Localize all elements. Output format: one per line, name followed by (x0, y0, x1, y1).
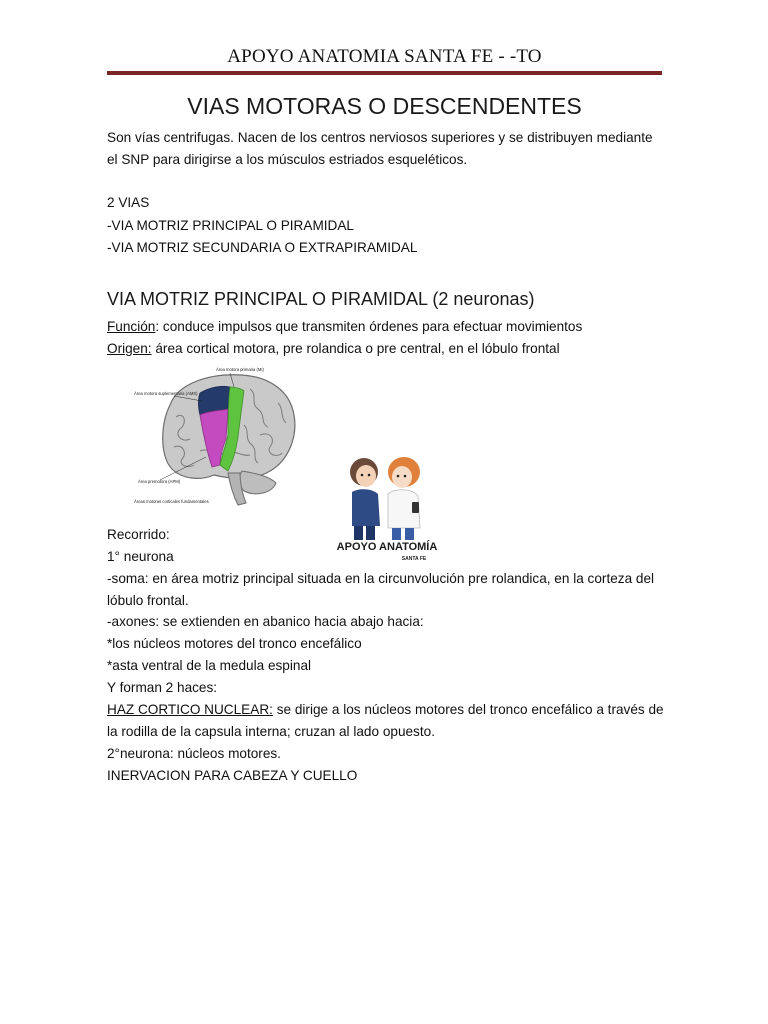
via-item-1: -VIA MOTRIZ PRINCIPAL O PIRAMIDAL (107, 218, 354, 233)
origen-text: área cortical motora, pre rolandica o pre central, en el lóbulo frontal (151, 341, 560, 356)
page-header: APOYO ANATOMIA SANTA FE - -TO (227, 46, 542, 67)
intro-line-1: Son vías centrifugas. Nacen de los centros nerviosos superiores y se distribuyen mediante (107, 130, 653, 145)
section-title (107, 289, 534, 310)
header-divider (107, 71, 662, 75)
document-title: VIAS MOTORAS O DESCENDENTES (187, 93, 582, 119)
haces-line: Y forman 2 haces: (107, 680, 218, 695)
haz-label: HAZ CORTICO NUCLEAR: (107, 702, 273, 717)
section-title-main: VIA MOTRIZ PRINCIPAL O PIRAMIDAL (107, 289, 428, 309)
intro-line-2: el SNP para dirigirse a los músculos estriados esqueléticos. (107, 152, 468, 167)
funcion-text: : conduce impulsos que transmiten órdenes para efectuar movimientos (155, 319, 583, 334)
section-title-suffix: (2 neuronas) (432, 289, 535, 309)
nucleos-line: *los núcleos motores del tronco encefálico (107, 636, 362, 651)
soma-line-2: lóbulo frontal. (107, 593, 189, 608)
brain-motor-areas-figure (130, 365, 310, 513)
axones-line: -axones: se extienden en abanico hacia abajo hacia: (107, 614, 424, 629)
asta-line: *asta ventral de la medula espinal (107, 658, 312, 673)
logo-character-right (388, 457, 420, 540)
label-supplementary-motor: Área motora suplementaria (AMS) (134, 391, 198, 396)
soma-line-1: -soma: en área motriz principal situada en la circunvolución pre rolandica, en la corteza del (107, 571, 655, 586)
via-item-2: -VIA MOTRIZ SECUNDARIA O EXTRAPIRAMIDAL (107, 240, 418, 255)
apoyo-anatomia-logo (332, 452, 442, 564)
haz-text-1: se dirige a los núcleos motores del tronco encefálico a través de (272, 702, 664, 717)
inervacion-line: INERVACION PARA CABEZA Y CUELLO (107, 768, 358, 783)
funcion-label: Función (107, 319, 156, 334)
neurona-2: 2°neurona: núcleos motores. (107, 746, 281, 761)
label-primary-motor: Área motora primaria (MI) (216, 367, 264, 372)
haz-line-2: la rodilla de la capsula interna; cruzan al lado opuesto. (107, 724, 435, 739)
recorrido-heading: Recorrido: (107, 527, 170, 542)
haz-line-1 (107, 699, 664, 721)
logo-character-left (350, 458, 380, 540)
logo-text-sub: SANTA FE (401, 556, 427, 562)
logo-text-main: APOYO ANATOMÍA (336, 541, 438, 553)
vias-count: 2 VIAS (107, 195, 150, 210)
origen-label: Origen: (107, 341, 152, 356)
brain-cerebellum (239, 471, 276, 494)
funcion-line (107, 316, 582, 338)
origen-line (107, 338, 560, 360)
label-premotor: Área premotora (APM) (138, 479, 181, 484)
figure-caption: Áreas motoras corticales fundamentales (134, 499, 209, 504)
neurona-1: 1° neurona (107, 549, 174, 564)
